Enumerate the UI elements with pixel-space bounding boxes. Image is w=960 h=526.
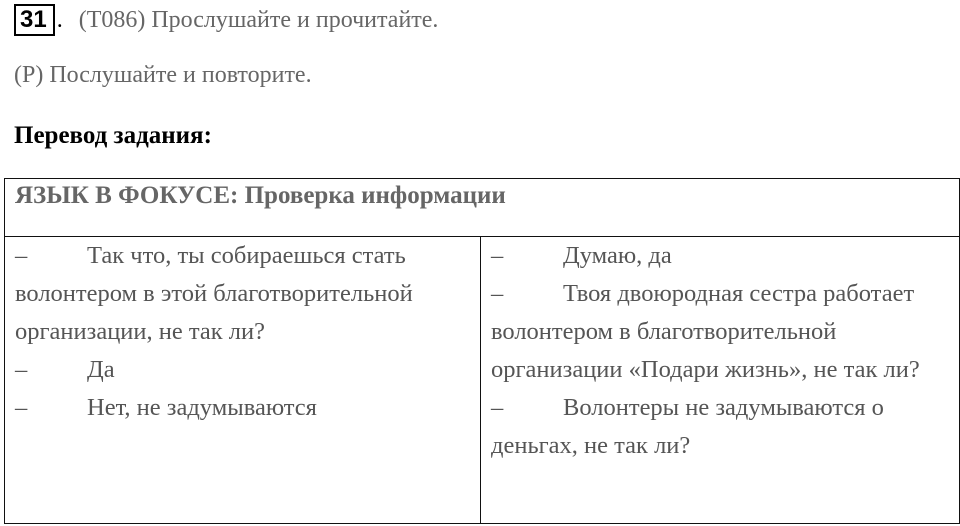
utterance	[491, 389, 955, 465]
utterance	[15, 389, 476, 427]
translation-title: Перевод задания:	[14, 122, 212, 149]
task-instruction-listen-read: (Т086) Прослушайте и прочитайте.	[78, 6, 439, 33]
utterance-text: Так что, ты собираешься стать волонтером в этой благотворительной организации, не так ли?	[15, 242, 413, 345]
task-header	[14, 0, 438, 40]
task-number-box: 31	[14, 4, 55, 36]
dash-marker: –	[491, 280, 504, 307]
task-number-dot: .	[56, 6, 63, 33]
dash-marker: –	[491, 242, 504, 269]
dash-marker: –	[15, 356, 28, 383]
dash-marker: –	[15, 394, 28, 421]
utterance	[491, 275, 955, 389]
table-right-column	[481, 237, 959, 523]
dialogue-table	[4, 178, 960, 524]
utterance-text: Да	[87, 356, 115, 383]
utterance-text: Нет, не задумываются	[87, 394, 317, 421]
table-left-column	[5, 237, 481, 523]
utterance-text: Твоя двоюродная сестра работает волонтером в благотворительной организации «Подари жизнь», не так ли?	[491, 280, 920, 383]
utterance	[491, 237, 955, 275]
utterance-text: Волонтеры не задумываются о деньгах, не так ли?	[491, 394, 884, 459]
utterance	[15, 237, 476, 351]
utterance	[15, 351, 476, 389]
dash-marker: –	[15, 242, 28, 269]
utterance-text: Думаю, да	[563, 242, 672, 269]
dash-marker: –	[491, 394, 504, 421]
table-heading: ЯЗЫК В ФОКУСЕ: Проверка информации	[5, 179, 959, 237]
task-instruction-listen-repeat: (Р) Послушайте и повторите.	[14, 62, 312, 88]
